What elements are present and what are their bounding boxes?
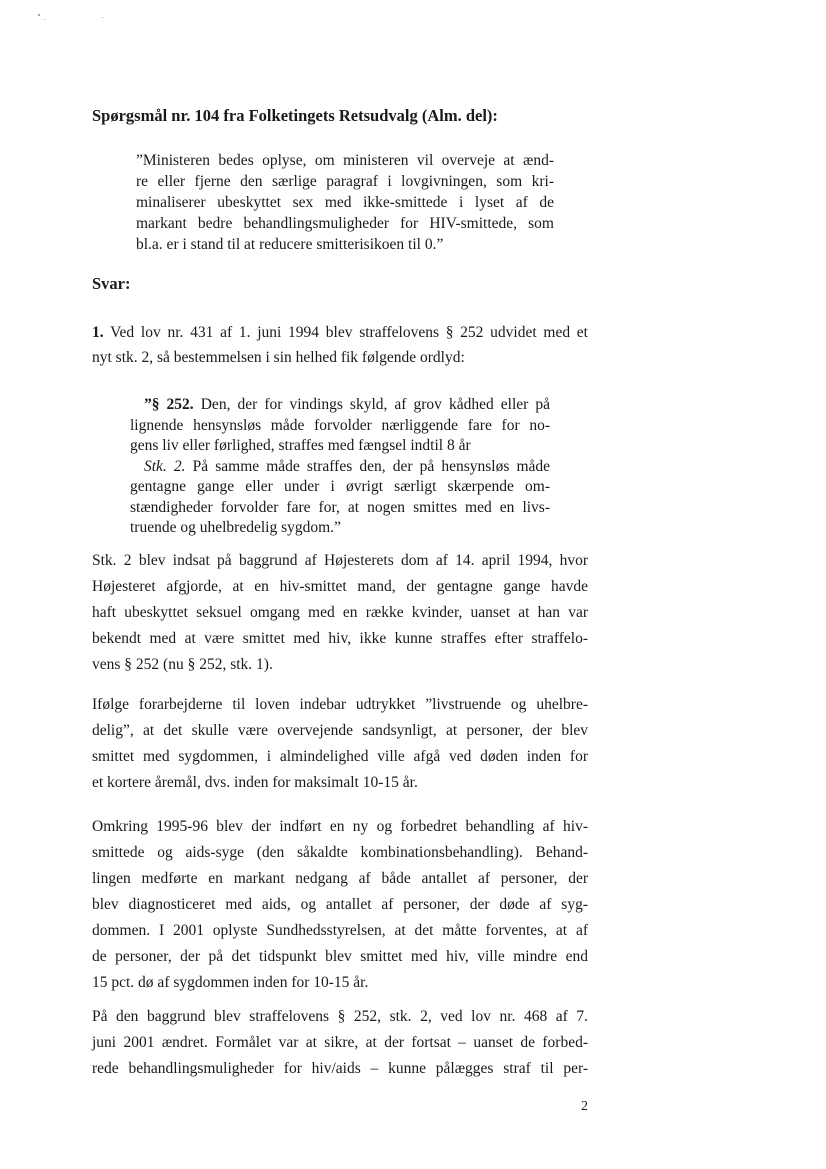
paragraph-line: Stk. 2 blev indsat på baggrund af Højesterets dom af 14. april 1994, hvor: [92, 552, 588, 569]
paragraph-line: nyt stk. 2, så bestemmelsen i sin helhed fik følgende ordlyd:: [92, 349, 465, 366]
answer-label: Svar:: [92, 274, 131, 293]
law-text: På samme måde straffes den, der på hensynsløs måde: [185, 457, 551, 475]
paragraph-line: Højesteret afgjorde, at en hiv-smittet mand, der gentagne gange havde: [92, 578, 588, 595]
paragraph-line: delig”, at det skulle være overvejende sandsynligt, at personer, der blev: [92, 722, 588, 739]
law-stk-label: Stk. 2.: [144, 457, 186, 475]
paragraph-2: [92, 548, 588, 678]
paragraph-line: de personer, der på det tidspunkt blev smittet med hiv, ville mindre end: [92, 948, 588, 965]
law-line: gentagne gange eller under i øvrigt særligt skærpende om-: [130, 478, 550, 495]
paragraph-line: lingen medførte en markant nedgang af både antallet af personer, der: [92, 870, 588, 887]
paragraph-number: 1.: [92, 324, 104, 341]
question-line: re eller fjerne den særlige paragraf i lovgivningen, som kri-: [136, 173, 554, 190]
law-quote-open: ”: [144, 396, 152, 413]
paragraph-line: 15 pct. dø af sygdommen inden for 10-15 år.: [92, 974, 369, 991]
scan-speck: [44, 19, 45, 20]
question-heading: Spørgsmål nr. 104 fra Folketingets Retsudvalg (Alm. del):: [92, 106, 498, 125]
paragraph-5: [92, 1004, 588, 1082]
paragraph-line: smittede og aids-syge (den såkaldte kombinationsbehandling). Behand-: [92, 844, 588, 861]
paragraph-line: vens § 252 (nu § 252, stk. 1).: [92, 656, 273, 673]
paragraph-line: blev diagnosticeret med aids, og antallet af personer, der døde af syg-: [92, 896, 588, 913]
paragraph-3: [92, 692, 588, 796]
scan-speck: [102, 17, 103, 18]
paragraph-text: Ved lov nr. 431 af 1. juni 1994 blev straffelovens § 252 udvidet med et: [103, 324, 588, 341]
law-line: [130, 395, 550, 416]
law-section-label: § 252.: [151, 396, 194, 413]
page-number: 2: [581, 1099, 588, 1114]
law-line: gens liv eller førlighed, straffes med fængsel indtil 8 år: [130, 437, 471, 454]
law-line: [130, 457, 550, 478]
question-line: bl.a. er i stand til at reducere smitterisikoen til 0.”: [136, 236, 444, 253]
law-quote: [130, 395, 550, 539]
paragraph-line: [92, 320, 588, 345]
paragraph-line: Ifølge forarbejderne til loven indebar udtrykket ”livstruende og uhelbre-: [92, 696, 588, 713]
paragraph-line: dommen. I 2001 oplyste Sundhedsstyrelsen, at det måtte forventes, at af: [92, 922, 588, 939]
question-quote: [136, 150, 554, 255]
question-line: markant bedre behandlingsmuligheder for HIV-smittede, som: [136, 215, 554, 232]
law-line: stændigheder forvolder fare for, at nogen smittes med en livs-: [130, 498, 550, 516]
paragraph-line: rede behandlingsmuligheder for hiv/aids – kunne pålægges straf til per-: [92, 1060, 588, 1077]
paragraph-line: bekendt med at være smittet med hiv, ikke kunne straffes efter straffelo-: [92, 630, 588, 647]
paragraph-line: haft ubeskyttet seksuel omgang med en række kvinder, uanset at han var: [92, 604, 588, 621]
paragraph-line: smittet med sygdommen, i almindelighed ville afgå ved døden inden for: [92, 748, 588, 765]
paragraph-1: [92, 320, 588, 370]
paragraph-4: [92, 814, 588, 996]
paragraph-line: et kortere åremål, dvs. inden for maksimalt 10-15 år.: [92, 774, 418, 791]
question-line: minaliserer ubeskyttet sex med ikke-smittede i lyset af de: [136, 194, 554, 211]
paragraph-line: juni 2001 ændret. Formålet var at sikre, at der fortsat – uanset de forbed-: [92, 1034, 588, 1051]
paragraph-line: På den baggrund blev straffelovens § 252, stk. 2, ved lov nr. 468 af 7.: [92, 1008, 588, 1025]
law-line: truende og uhelbredelig sygdom.”: [130, 519, 341, 536]
paragraph-line: Omkring 1995-96 blev der indført en ny og forbedret behandling af hiv-: [92, 818, 588, 835]
scan-speck: [38, 14, 40, 16]
law-text: Den, der for vindings skyld, af grov kådhed eller på: [193, 396, 551, 413]
law-line: lignende hensynsløs måde forvolder nærliggende fare for no-: [130, 416, 550, 434]
question-line: ”Ministeren bedes oplyse, om ministeren vil overveje at ænd-: [136, 152, 554, 169]
